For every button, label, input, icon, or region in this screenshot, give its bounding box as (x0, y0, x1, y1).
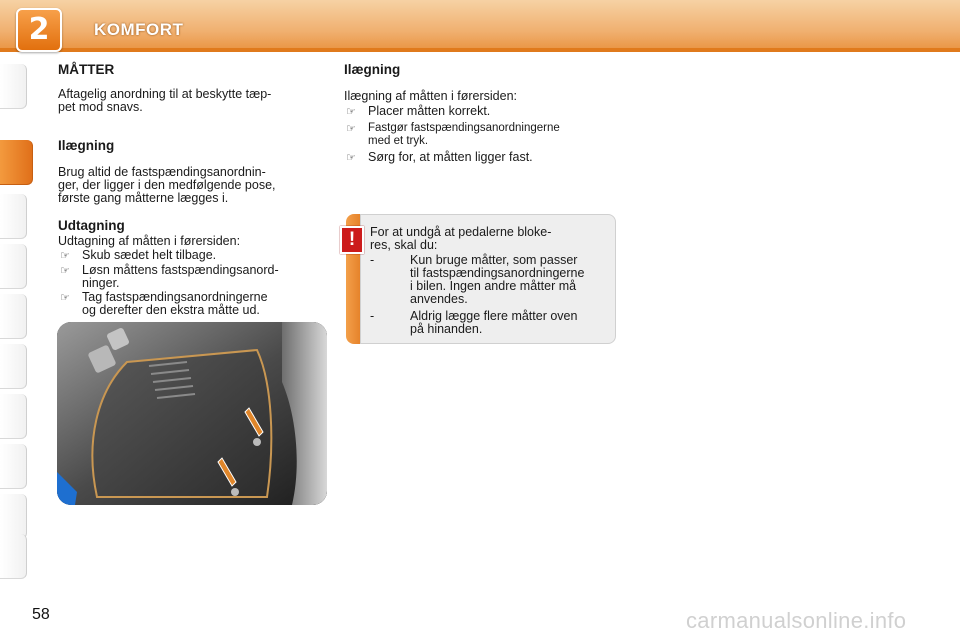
pointing-hand-icon: ☞ (346, 151, 356, 164)
ilaegning-intro: Ilægning af måtten i førersiden: (344, 89, 517, 103)
chapter-number-badge: 2 (16, 8, 62, 52)
watermark: carmanualsonline.info (686, 608, 907, 633)
chapter-tab-2-active[interactable] (0, 140, 33, 185)
page-number: 58 (32, 606, 50, 623)
chapter-tab-8[interactable] (0, 444, 27, 489)
header-divider (0, 48, 960, 52)
udtagning-bullet-3: ☞ Tag fastspændingsanordningerne og derefter den ekstra måtte ud. (60, 290, 268, 317)
floor-mat-illustration (57, 322, 327, 505)
chapter-tab-9[interactable] (0, 494, 27, 539)
section-text-ilaegning-left: Brug altid de fastspændingsanordnin- ger, der ligger i den medfølgende pose, første gang måtterne lægges i. (58, 165, 276, 205)
ilaegning-bullet-3: ☞ Sørg for, at måtten ligger fast. (346, 150, 533, 164)
chapter-tab-3[interactable] (0, 194, 27, 239)
chapter-tab-4[interactable] (0, 244, 27, 289)
ilaegning-bullet-1: ☞ Placer måtten korrekt. (346, 104, 491, 118)
section-title-ilaegning-left: Ilægning (58, 138, 115, 153)
ilaegning-bullet-2: ☞ Fastgør fastspændingsanordningerne med et tryk. (346, 122, 560, 147)
chapter-title: KOMFORT (94, 20, 184, 39)
udtagning-intro: Udtagning af måtten i førersiden: (58, 234, 241, 248)
pointing-hand-icon: ☞ (346, 105, 356, 118)
section-title-udtagning: Udtagning (58, 218, 125, 233)
udtagning-bullet-1: ☞ Skub sædet helt tilbage. (60, 248, 217, 262)
pointing-hand-icon: ☞ (60, 249, 70, 262)
section-title-ilaegning-right: Ilægning (344, 62, 401, 77)
chapter-tab-1[interactable] (0, 64, 27, 109)
chapter-tab-10[interactable] (0, 534, 27, 579)
section-title-maatter: MÅTTER (58, 62, 115, 77)
warning-intro: For at undgå at pedalerne bloke- res, skal du: (370, 225, 552, 252)
section-text-maatter: Aftagelig anordning til at beskytte tæp- pet mod snavs. (58, 87, 272, 114)
pointing-hand-icon: ☞ (346, 122, 356, 135)
udtagning-bullet-2: ☞ Løsn måttens fastspændingsanord- ninger. (60, 263, 279, 290)
floor-mat-photo (57, 322, 327, 505)
chapter-tab-5[interactable] (0, 294, 27, 339)
pointing-hand-icon: ☞ (60, 291, 70, 304)
pointing-hand-icon: ☞ (60, 264, 70, 277)
warning-exclamation-icon: ! (340, 226, 364, 254)
chapter-tabs (0, 64, 34, 576)
chapter-tab-6[interactable] (0, 344, 27, 389)
chapter-tab-7[interactable] (0, 394, 27, 439)
